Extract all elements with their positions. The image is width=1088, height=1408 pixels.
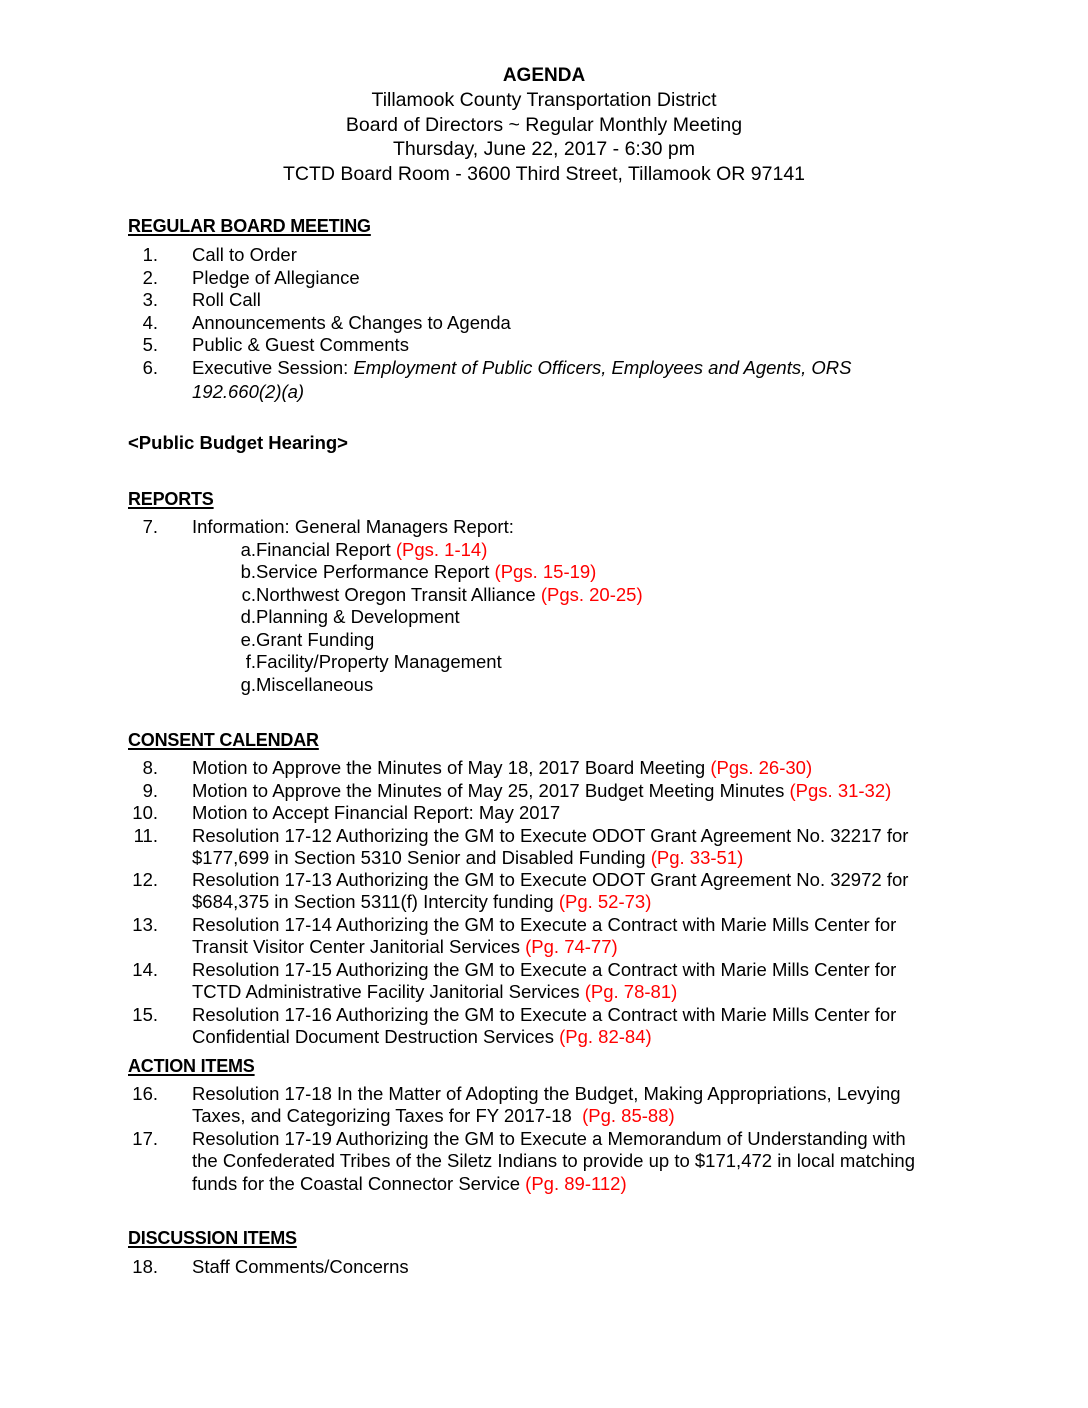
subitem-letter: a.	[240, 539, 256, 560]
subitem-text: Planning & Development	[256, 606, 460, 627]
page-reference: (Pgs. 26-30)	[710, 757, 813, 778]
item-text: Public & Guest Comments	[192, 334, 409, 355]
subitem-letter: b.	[240, 561, 256, 582]
subitem-letter: e.	[240, 629, 256, 650]
section-heading-action: ACTION ITEMS	[128, 1056, 255, 1076]
section-heading-discussion: DISCUSSION ITEMS	[128, 1228, 297, 1248]
item-text: Information: General Managers Report:	[192, 516, 514, 537]
page-reference: (Pg. 78-81)	[584, 981, 678, 1002]
item-text	[192, 357, 972, 380]
item-number: 7.	[142, 516, 158, 537]
item-text: Resolution 17-18 In the Matter of Adopting the Budget, Making Appropriations, Levying	[192, 1083, 901, 1104]
subitem-text: Northwest Oregon Transit Alliance	[256, 584, 541, 605]
item-text: $177,699 in Section 5310 Senior and Disabled Funding	[192, 847, 651, 868]
section-heading-regular: REGULAR BOARD MEETING	[128, 216, 371, 236]
item-number: 12.	[132, 869, 158, 890]
item-text: Resolution 17-16 Authorizing the GM to Execute a Contract with Marie Mills Center for	[192, 1004, 897, 1025]
item-number: 4.	[142, 312, 158, 333]
page-reference: (Pg. 89-112)	[525, 1173, 627, 1194]
item-number: 16.	[132, 1083, 158, 1104]
item-text: Pledge of Allegiance	[192, 267, 360, 288]
item-number: 5.	[142, 334, 158, 355]
item-number: 6.	[142, 357, 158, 378]
item-text: Confidential Document Destruction Services	[192, 1026, 560, 1047]
item-number: 3.	[142, 289, 158, 310]
agenda-header	[0, 64, 1088, 186]
item-number: 18.	[132, 1256, 158, 1277]
page-reference: (Pg. 52-73)	[558, 891, 652, 912]
item-text: Motion to Accept Financial Report: May 2017	[192, 802, 561, 823]
subitem-text: Service Performance Report	[256, 561, 495, 582]
item-number: 2.	[142, 267, 158, 288]
item-text: Roll Call	[192, 289, 261, 310]
item-text: Announcements & Changes to Agenda	[192, 312, 511, 333]
page-reference: (Pg. 82-84)	[559, 1026, 652, 1047]
page-reference: (Pg. 74-77)	[525, 936, 618, 957]
public-budget-hearing-heading: <Public Budget Hearing>	[128, 432, 348, 453]
item-text: funds for the Coastal Connector Service	[192, 1173, 526, 1194]
organization-name: Tillamook County Transportation District	[371, 89, 717, 111]
item-number: 9.	[142, 780, 158, 801]
item-number: 8.	[142, 757, 158, 778]
subitem-text: Financial Report	[256, 539, 396, 560]
item-number: 1.	[142, 244, 158, 265]
subitem-text: Facility/Property Management	[256, 651, 502, 672]
item-text: $684,375 in Section 5311(f) Intercity funding	[192, 891, 559, 912]
item-text: Resolution 17-13 Authorizing the GM to Execute ODOT Grant Agreement No. 32972 for	[192, 869, 909, 890]
subitem-letter: g.	[240, 674, 256, 695]
subitem-text: Miscellaneous	[256, 674, 374, 695]
item-text-italic: Employment of Public Officers, Employees and Agents, ORS	[353, 357, 852, 378]
item-text-italic: 192.660(2)(a)	[192, 381, 305, 402]
page-reference: (Pgs. 15-19)	[494, 561, 597, 582]
item-number: 17.	[132, 1128, 158, 1149]
meeting-datetime: Thursday, June 22, 2017 - 6:30 pm	[392, 138, 696, 160]
meeting-name: Board of Directors ~ Regular Monthly Meeting	[345, 113, 743, 136]
page-reference: (Pg. 85-88)	[582, 1105, 675, 1126]
item-text: Motion to Approve the Minutes of May 25, 2017 Budget Meeting Minutes	[192, 780, 790, 801]
item-text: Staff Comments/Concerns	[192, 1256, 409, 1277]
section-heading-consent: CONSENT CALENDAR	[128, 730, 319, 750]
item-text: Taxes, and Categorizing Taxes for FY 2017-18	[192, 1105, 583, 1126]
item-text: Motion to Approve the Minutes of May 18, 2017 Board Meeting	[192, 757, 711, 778]
agenda-title: AGENDA	[502, 65, 586, 86]
item-text: TCTD Administrative Facility Janitorial Services	[192, 981, 585, 1002]
item-text-plain: Executive Session:	[192, 357, 354, 378]
item-text: Resolution 17-12 Authorizing the GM to Execute ODOT Grant Agreement No. 32217 for	[192, 825, 909, 846]
section-heading-reports: REPORTS	[128, 489, 214, 509]
item-number: 11.	[133, 825, 158, 846]
page-reference: (Pgs. 31-32)	[789, 780, 892, 801]
item-number: 13.	[132, 914, 158, 935]
page-reference: (Pgs. 1-14)	[395, 539, 488, 560]
item-number: 14.	[132, 959, 158, 980]
subitem-letter: c.	[241, 584, 256, 605]
item-text: the Confederated Tribes of the Siletz Indians to provide up to $171,472 in local matching	[192, 1150, 915, 1171]
page-reference: (Pg. 33-51)	[650, 847, 744, 868]
subitem-text: Grant Funding	[256, 629, 375, 650]
item-number: 10.	[132, 802, 158, 823]
item-text: Resolution 17-19 Authorizing the GM to Execute a Memorandum of Understanding with	[192, 1128, 906, 1149]
item-text: Call to Order	[192, 244, 297, 265]
page-reference: (Pgs. 20-25)	[540, 584, 643, 605]
item-text: Transit Visitor Center Janitorial Services	[192, 936, 526, 957]
subitem-letter: d.	[240, 606, 256, 627]
item-text: Resolution 17-15 Authorizing the GM to Execute a Contract with Marie Mills Center for	[192, 959, 897, 980]
item-number: 15.	[132, 1004, 158, 1025]
item-text: Resolution 17-14 Authorizing the GM to Execute a Contract with Marie Mills Center for	[192, 914, 897, 935]
meeting-location: TCTD Board Room - 3600 Third Street, Tillamook OR 97141	[282, 162, 806, 185]
subitem-letter: f.	[245, 651, 256, 672]
